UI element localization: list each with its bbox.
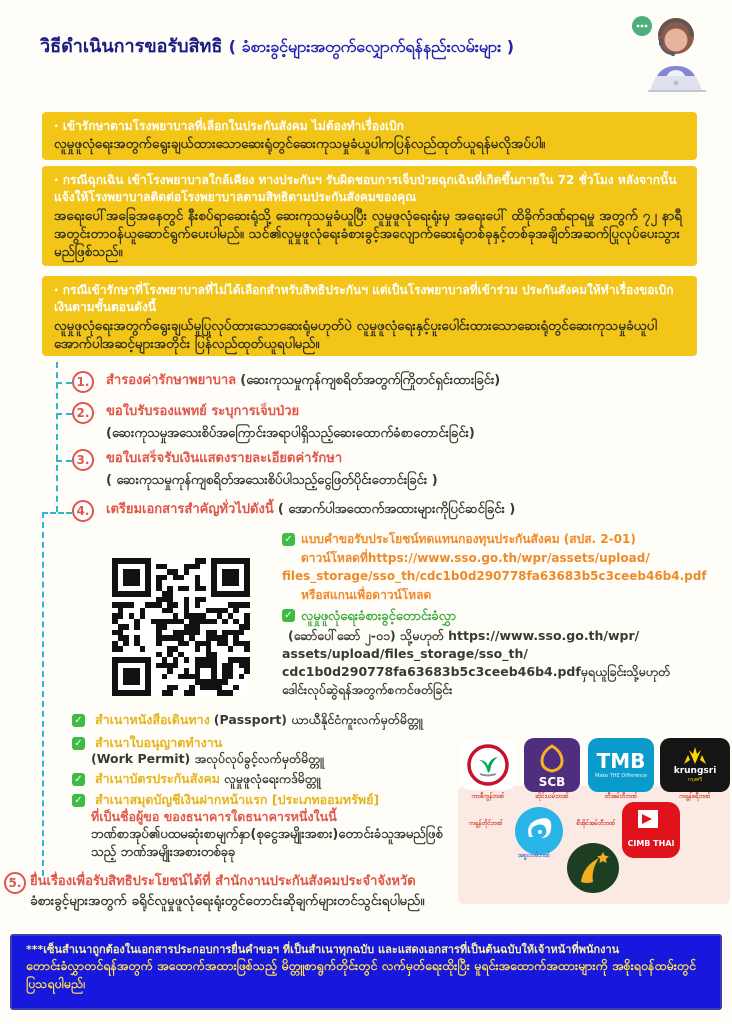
footer-thai: ***เซ็นสำเนาถูกต้องในเอกสารประกอบการยื่นคำขอฯ ที่เป็นสำเนาทุกฉบับ และแสดงเอกสารที่เป็นต้นฉบับให้เจ้าหน้าที่พนักงาน — [26, 943, 620, 956]
flow-line-vertical-upper — [56, 362, 58, 512]
scb-caption: ဆိုင်းယမ်းဘဏ် — [535, 793, 569, 800]
checklist-passport-thai: สำเนาหนังสือเดินทาง — [94, 712, 210, 727]
form-burmese-line-4: ဒေါင်းလုပ်ဆွဲရန်အတွက်စကင်ဖတ်ခြင်း — [282, 682, 453, 698]
svg-text:CIMB THAI: CIMB THAI — [627, 839, 675, 848]
checklist-passport-burmese: (Passport) ယာယီနိုင်ငံကူးလက်မှတ်မိတ္တူ — [213, 712, 423, 727]
step-1-number: 1. — [72, 371, 94, 393]
checklist-ssocard-burmese: လူမှုဖူလုံရေးကဒ်မိတ္တူ — [224, 771, 321, 786]
checklist-workpermit-burmese: (Work Permit) အလုပ်လုပ်ခွင့်လက်မှတ်မိတ္တူ — [91, 751, 324, 766]
checklist-item-ssocard — [72, 771, 321, 788]
check-icon: ✓ — [72, 794, 85, 807]
info-box-2-burmese: အရေးပေါ်အခြေအနေတွင် နီးစပ်ရာဆေးရုံသို့ ဆေးကုသမှုခံယူပြီး လူမှုဖူလုံရေးရုံးမှ အရေးပေါ် ထိခိုက်ဒဏ်ရာရမှု အတွက် ၇၂ နာရီအတွင်းတာဝန်ယူဆောင်ရွက်ပေးပါမည်။ သင်၏လူမှုဖူလုံရေးခံစားခွင့်အလျောက်ဆေးရုံတစ်ခုနှင့်တစ်ခုအချိတ်အဆက်ပြုလုပ်ပေးသွားမည်ဖြစ်သည်။ — [54, 207, 682, 261]
step-2-text — [106, 404, 299, 421]
step-4-text — [106, 502, 515, 519]
step-2-burmese: (ဆေးကုသမှုအသေးစိပ်အကြောင်းအရာပါရှိသည့်ဆေးထောက်ခံစာတောင်းခြင်း) — [106, 426, 475, 441]
step-4-thai: เตรียมเอกสารสำคัญทั่วไปดังนี้ — [106, 502, 274, 517]
step-1-text — [106, 373, 500, 390]
checklist-ssocard-thai: สำเนาบัตรประกันสังคม — [94, 771, 221, 786]
checklist-bankbook-thai: สำเนาสมุดบัญชีเงินฝากหน้าแรก [ประเภทออมทรัพย์] — [94, 792, 380, 807]
flow-connector-1 — [56, 382, 72, 384]
step-4-number: 4. — [72, 500, 94, 522]
checklist-bankbook-burmese: ဘဏ်စာအုပ်၏ပထမဆုံးစာမျက်နှာ(စုငွေအမျိုးအစား)တောင်းခံသူအမည်ဖြစ်သည့် ဘဏ်အမျိုးအစားတစ်ခုခု — [91, 827, 443, 860]
ibank-logo-icon — [565, 842, 621, 894]
check-icon: ✓ — [72, 737, 85, 750]
step-1-thai: สำรองค่ารักษาพยาบาล — [106, 373, 237, 388]
ktb-caption: ကရွန်တိုင်ဘဏ် — [469, 820, 503, 827]
cimb-logo-icon — [622, 802, 680, 858]
flow-line-vertical-lower — [42, 512, 44, 876]
info-box-3 — [42, 276, 697, 356]
qr-code — [112, 558, 250, 696]
form-download-thai — [282, 530, 707, 604]
form-thai-line-3[interactable]: files_storage/sso_th/cdc1b0d290778fa63683b5c3ceeb46b4.pdf — [282, 569, 707, 584]
form-download-burmese — [282, 605, 712, 700]
info-box-2-thai: · กรณีฉุกเฉิน เข้าโรงพยาบาลใกล้เคียง ทางประกันฯ รับผิดชอบการเจ็บป่วยฉุกเฉินที่เกิดขึ้นภายใน 72 ชั่วโมง หลังจากนั้นแจ้งให้โรงพยาบาลติดต่อโรงพยาบาลตามสิทธิตามประกันสังคมของคุณ — [54, 173, 677, 205]
step-2-thai: ขอใบรับรองแพทย์ ระบุการเจ็บป่วย — [106, 404, 300, 419]
check-icon: ✓ — [72, 714, 85, 727]
check-icon: ✓ — [72, 773, 85, 786]
kbank-logo-icon — [460, 740, 516, 790]
step-2-number: 2. — [72, 402, 94, 424]
step-3-burmese: ( ဆေးကုသမှုကုန်ကျစရိတ်အသေးစိပ်ပါသည့်ငွေဖြတ်ပိုင်းတောင်းခြင်း ) — [106, 473, 438, 488]
step-4-burmese: ( အောက်ပါအထောက်အထားများကိုပြင်ဆင်ခြင်း ) — [277, 502, 516, 517]
krungthai-logo-icon — [513, 805, 565, 857]
checklist-bankbook-red-note: ที่เป็นชื่อผู้ขอ ของธนาคารใดธนาคารหนึ่งในนี้ — [91, 809, 337, 824]
info-box-1-burmese: လူမှုဖူလုံရေးအတွက်ရွေးချယ်ထားသောဆေးရုံတွင်ဆေးကုသမှုခံယူပါကပြန်လည်ထုတ်ယူရန်မလိုအပ်ပါ။ — [54, 136, 546, 153]
step-3-text — [106, 451, 342, 468]
check-icon: ✓ — [282, 533, 295, 546]
info-box-3-burmese: လူမှုဖူလုံရေးအတွက်ရွေးချယ်မှုပြုလုပ်ထားသောဆေးရုံမဟုတ်ပဲ လူမှုဖူလုံရေးနှင့်ပူးပေါင်းထားသောဆေးရုံတွင်ဆေးကုသမှုခံယူပါအောက်ပါအဆင့်များအတိုင်း ပြန်လည်ထုတ်ယူရပါမည်။ — [54, 317, 657, 352]
step-3-thai: ขอใบเสร็จรับเงินแสดงรายละเอียดค่ารักษา — [106, 451, 343, 466]
form-thai-line-2[interactable]: ดาวน์โหลดที่https://www.sso.go.th/wpr/assets/upload/ — [301, 550, 650, 565]
kbank-caption: ကာစီကွန်ဘဏ် — [471, 793, 505, 800]
step-5-number: 5. — [4, 872, 26, 894]
scb-logo-icon — [524, 738, 580, 792]
tmb-logo-icon: TMB Make THE Difference — [588, 738, 654, 792]
check-icon: ✓ — [282, 609, 295, 622]
krungsri-logo-icon: krungsri กรุงศรี — [660, 738, 730, 792]
krungsri-caption: ကရွန်စရီဘဏ် — [679, 793, 711, 800]
form-burmese-heading: လူမှုဖူလုံရေးခံစားခွင့်တောင်းခံလွှာ — [301, 609, 457, 624]
checklist-item-workpermit — [72, 735, 222, 752]
form-thai-line-4: หรือสแกนเพื่อดาวน์โหลด — [301, 587, 432, 602]
call-center-agent-icon — [628, 6, 710, 92]
form-thai-line-1: แบบคำขอรับประโยชน์ทดแทนกองทุนประกันสังคม (สปส. 2-01) — [301, 532, 636, 546]
cimb-caption: စီအိုင်အမ်ဘီဘဏ် — [576, 820, 616, 827]
checklist-workpermit-thai: สำเนาใบอนุญาตทำงาน — [94, 735, 223, 750]
step-1-burmese: (ဆေးကုသမှုကုန်ကျစရိတ်အတွက်ကြိုတင်ရှင်းထားခြင်း) — [240, 373, 501, 388]
flow-connector-2 — [56, 413, 72, 415]
info-box-3-thai: · กรณีเข้ารักษาที่โรงพยาบาลที่ไม่ได้เลือกสำหรับสิทธิประกันฯ แต่เป็นโรงพยาบาลที่เข้าร่วม ประกันสังคมให้ทำเรื่องขอเบิกเงินตามขั้นตอนดังนี้ — [54, 283, 674, 315]
tmb-caption: တီအမ်ဘီဘဏ် — [604, 793, 638, 800]
flow-connector-4 — [42, 512, 72, 514]
ibank-caption: အစ္စလာမ်ဘဏ် — [517, 852, 551, 859]
checklist-item-passport — [72, 712, 423, 729]
svg-text:SCB: SCB — [538, 775, 566, 789]
form-burmese-line-3: cdc1b0d290778fa63683b5c3ceeb46b4.pdfမှရယူခြင်းသို့မဟုတ် — [282, 664, 671, 680]
page-title-thai: วิธีดำเนินการขอรับสิทธิ — [40, 36, 223, 57]
form-burmese-line-1[interactable]: (ဆော်ပေါ်ဆော် ၂-၀၁) သို့မဟုတ် https://www.sso.go.th/wpr/ — [288, 628, 640, 643]
flow-connector-3 — [56, 460, 72, 462]
step-5-thai: ยื่นเรื่องเพื่อรับสิทธิประโยชน์ได้ที่ สำนักงานประกันสังคมประจำจังหวัด — [30, 874, 416, 889]
info-box-2 — [42, 166, 697, 266]
form-burmese-line-2: assets/upload/files_storage/sso_th/ — [282, 646, 528, 662]
step-5-burmese: ခံစားခွင့်များအတွက် ခရိုင်လူမှုဖူလုံရေးရုံးတွင်တောင်းဆိုချက်များတင်သွင်းရပါမည်။ — [30, 893, 425, 909]
footer-note — [10, 934, 722, 1010]
page-title — [40, 36, 620, 59]
step-3-number: 3. — [72, 449, 94, 471]
info-box-1-thai: · เข้ารักษาตามโรงพยาบาลที่เลือกในประกันสังคม ไม่ต้องทำเรื่องเบิก — [54, 119, 404, 133]
info-box-1 — [42, 112, 697, 160]
footer-burmese: တောင်းခံလွှာတင်ရန်အတွက် အထောက်အထားဖြစ်သည့် မိတ္တူစာရွက်တိုင်းတွင် လက်မှတ်ရေးထိုးပြီး မူရင်းအထောက်အထားများကို အစိုးရဝန်ထမ်းတွင်ပြသရပါမည်၊ — [26, 958, 696, 991]
page-title-burmese: ( ခံစားခွင့်များအတွက်လျှောက်ရန်နည်းလမ်းများ ) — [228, 37, 515, 56]
checklist-item-bankbook — [72, 792, 379, 809]
